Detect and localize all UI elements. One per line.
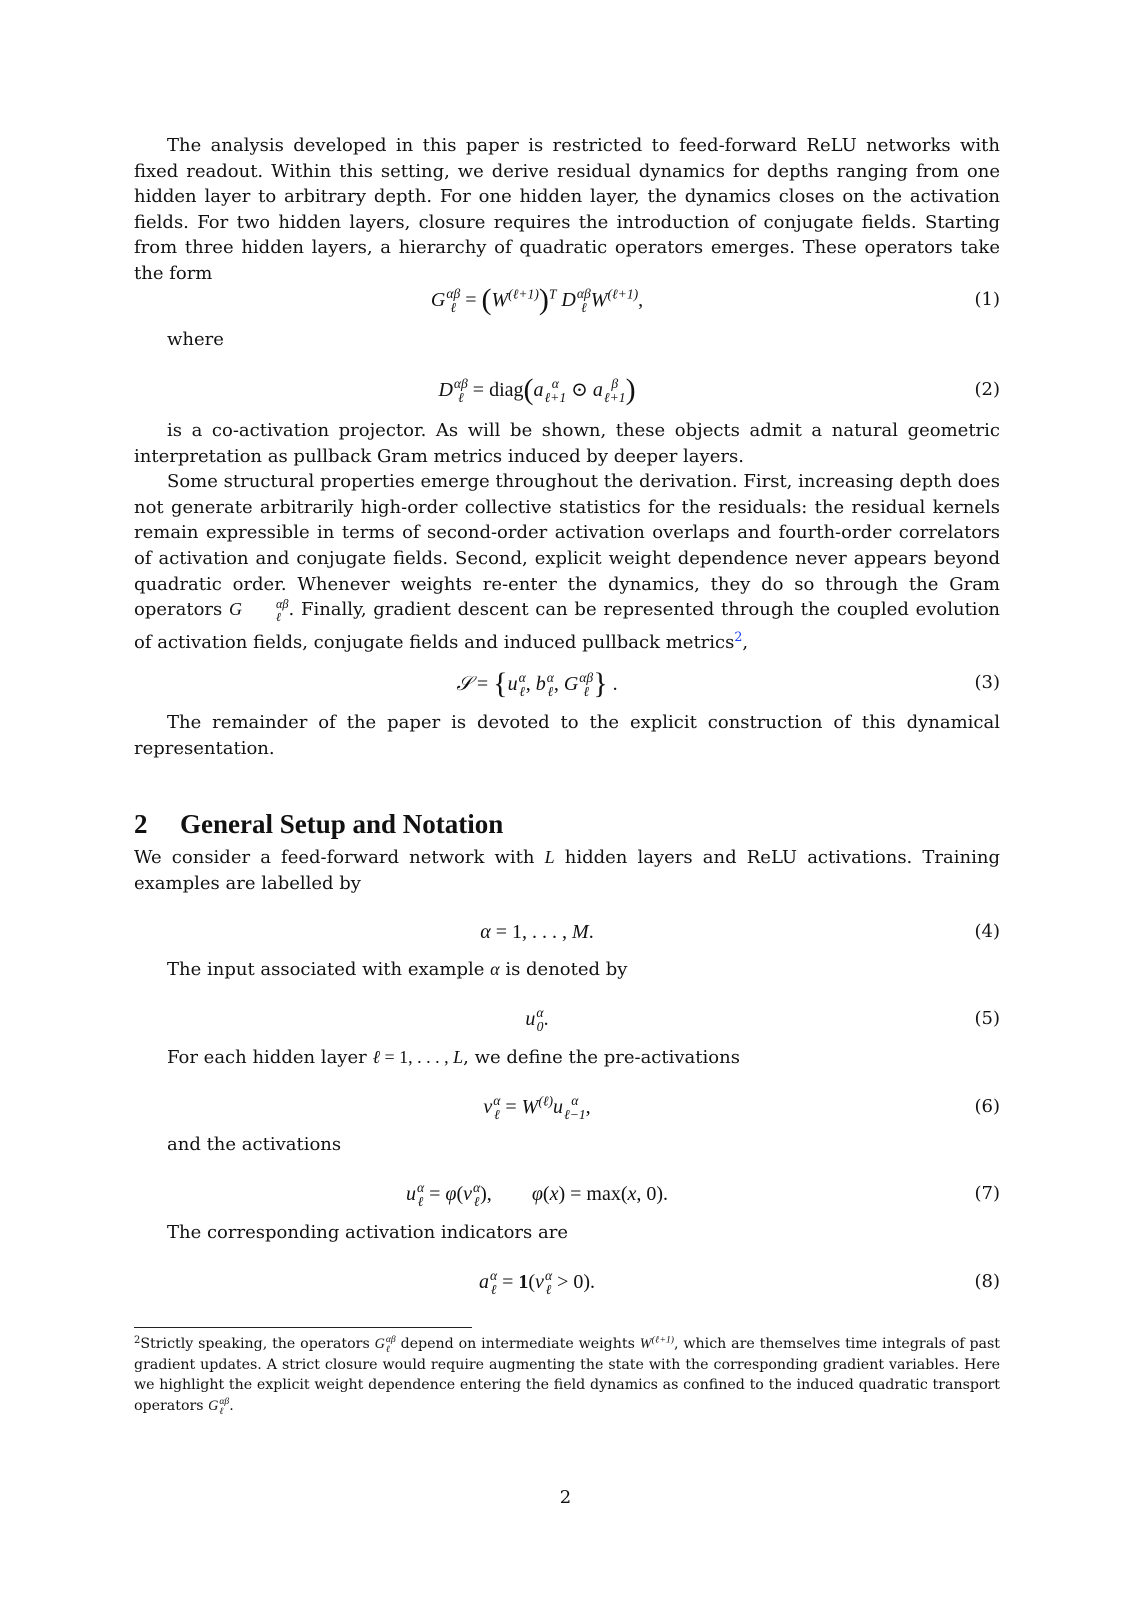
section-text-2: The input associated with example α is denoted by [167, 959, 628, 980]
intro-text-3c: , [742, 631, 749, 653]
gram-operator-inline: G αβ ℓ [229, 597, 289, 625]
equation-7-number: (7) [974, 1183, 1000, 1204]
intro-text-2: is a co-activation projector. As will be shown, these objects admit a natural geometric interpretation as pullback Gram metrics induced by deeper layers. [134, 420, 1000, 467]
equation-1-body: G αβ ℓ = $(W^{(\ell+1)})^T$ D αβ ℓ $W^{(\ell+1)}$, [430, 283, 644, 316]
intro-paragraph-4 [134, 710, 1000, 761]
section-text-5: The corresponding activation indicators are [167, 1222, 568, 1243]
equation-5 [134, 1001, 1000, 1041]
equation-6 [134, 1089, 1000, 1129]
section-text-1 [134, 845, 1000, 896]
L-symbol: L [544, 847, 555, 867]
equation-8-body: a α ℓ = 1(v α ℓ > 0). [478, 1268, 596, 1298]
section-paragraph-1 [134, 845, 1000, 896]
section-text-2a: The input associated with example [167, 959, 485, 980]
page-number: 2 [559, 1487, 572, 1508]
equation-1 [134, 282, 1000, 322]
footnote-text-c: , which are themselves time integrals of past gradient updates. A strict closure would require augmenting the state with the corresponding gradient variables. Here we highlight the explicit weight dependence entering the field dynamics as confined to the induced quadratic transport operators [134, 1335, 1000, 1415]
equation-4-number: (4) [974, 921, 1000, 942]
where-text: where [167, 329, 224, 350]
equation-3 [134, 665, 1000, 705]
equation-6-number: (6) [974, 1096, 1000, 1117]
equation-8-number: (8) [974, 1271, 1000, 1292]
equation-7-body: u α ℓ = φ(v α ℓ ), φ(x) = max(x, 0). [405, 1180, 669, 1210]
intro-text-4: The remainder of the paper is devoted to the explicit construction of this dynamical representation. [134, 712, 1000, 759]
equation-6-body: v α ℓ = $W^{(\ell)}u$ α ℓ−1 , [483, 1093, 591, 1123]
equation-8 [134, 1264, 1000, 1304]
section-number: 2 [134, 809, 148, 839]
footnote-mark: 2 [134, 1335, 141, 1346]
intro-text-3 [134, 469, 1000, 655]
equation-4-body: α = 1, . . . , M. [480, 921, 594, 943]
intro-paragraph-2 [134, 418, 1000, 655]
section-text-3: For each hidden layer ℓ = 1, . . . , L, we define the pre-activations [167, 1047, 740, 1068]
section-text-2b: is denoted by [505, 959, 628, 980]
equation-3-number: (3) [974, 672, 1000, 693]
intro-paragraph-1 [134, 133, 1000, 287]
intro-text-3a: Some structural properties emerge throughout the derivation. First, increasing depth does not generate arbitrarily high-order collective statistics for the residuals: the residual kernels remain expressible in terms of second-order activation overlaps and fourth-order correlators of activation and conjugate fields. Second, explicit weight dependence never appears beyond quadratic order. Whenever weights re-enter the dynamics, they do so through the Gram operators [134, 471, 1000, 621]
equation-3-body: 𝒮 = {u α ℓ , b α ℓ , G αβ ℓ } . [456, 667, 618, 700]
intro-text-1: The analysis developed in this paper is restricted to feed-forward ReLU networks with fixed readout. Within this setting, we derive residual dynamics for depths ranging from one hidden layer to arbitrary depth. For one hidden layer, the dynamics closes on the activation fields. For two hidden layers, closure requires the introduction of conjugate fields. Starting from three hidden layers, a hierarchy of quadratic operators emerges. These operators take the form [134, 135, 1000, 284]
equation-2-number: (2) [974, 379, 1000, 400]
footnote-text-a: Strictly speaking, the operators [140, 1335, 370, 1352]
equation-5-body: u α 0 . [525, 1005, 549, 1035]
section-title: General Setup and Notation [180, 809, 504, 839]
footnote-text-b: depend on intermediate weights [400, 1335, 635, 1352]
section-heading [134, 808, 503, 840]
equation-1-number: (1) [974, 289, 1000, 310]
equation-4 [134, 914, 1000, 954]
equation-5-number: (5) [974, 1008, 1000, 1029]
equation-7 [134, 1176, 1000, 1216]
intro-text-3b: . Finally, gradient descent can be represented through the coupled evolution of activation fields, conjugate fields and induced pullback metrics [134, 599, 1000, 653]
equation-2-body: D αβ ℓ = diag(a α ℓ+1 ⊙ a β ℓ+1 ) [438, 373, 636, 406]
section-text-1a: We consider a feed-forward network with [134, 847, 535, 868]
footnote: $^2$Strictly speaking, the operators G αβ ℓ depend on intermediate weights $W^{(\ell+1)}$, which are themselves time integrals of past gradient updates. A strict closure would require augmenting the state with the corresponding gradient variables. Here we highlight the explicit weight dependence entering the field dynamics as confined to the induced quadratic transport operators G αβ ℓ . [134, 1333, 1000, 1417]
section-text-3a: For each hidden layer [167, 1047, 367, 1068]
section-text-3b: , we define the pre-activations [463, 1047, 740, 1068]
footnote-text-d: . [229, 1398, 234, 1415]
footnote-rule [134, 1327, 472, 1328]
equation-2 [134, 372, 1000, 412]
footnote-ref-2[interactable]: 2 [734, 628, 743, 644]
section-text-4: and the activations [167, 1134, 342, 1155]
section-text-1b: hidden layers and ReLU activations. Training examples are labelled by [134, 847, 1000, 894]
